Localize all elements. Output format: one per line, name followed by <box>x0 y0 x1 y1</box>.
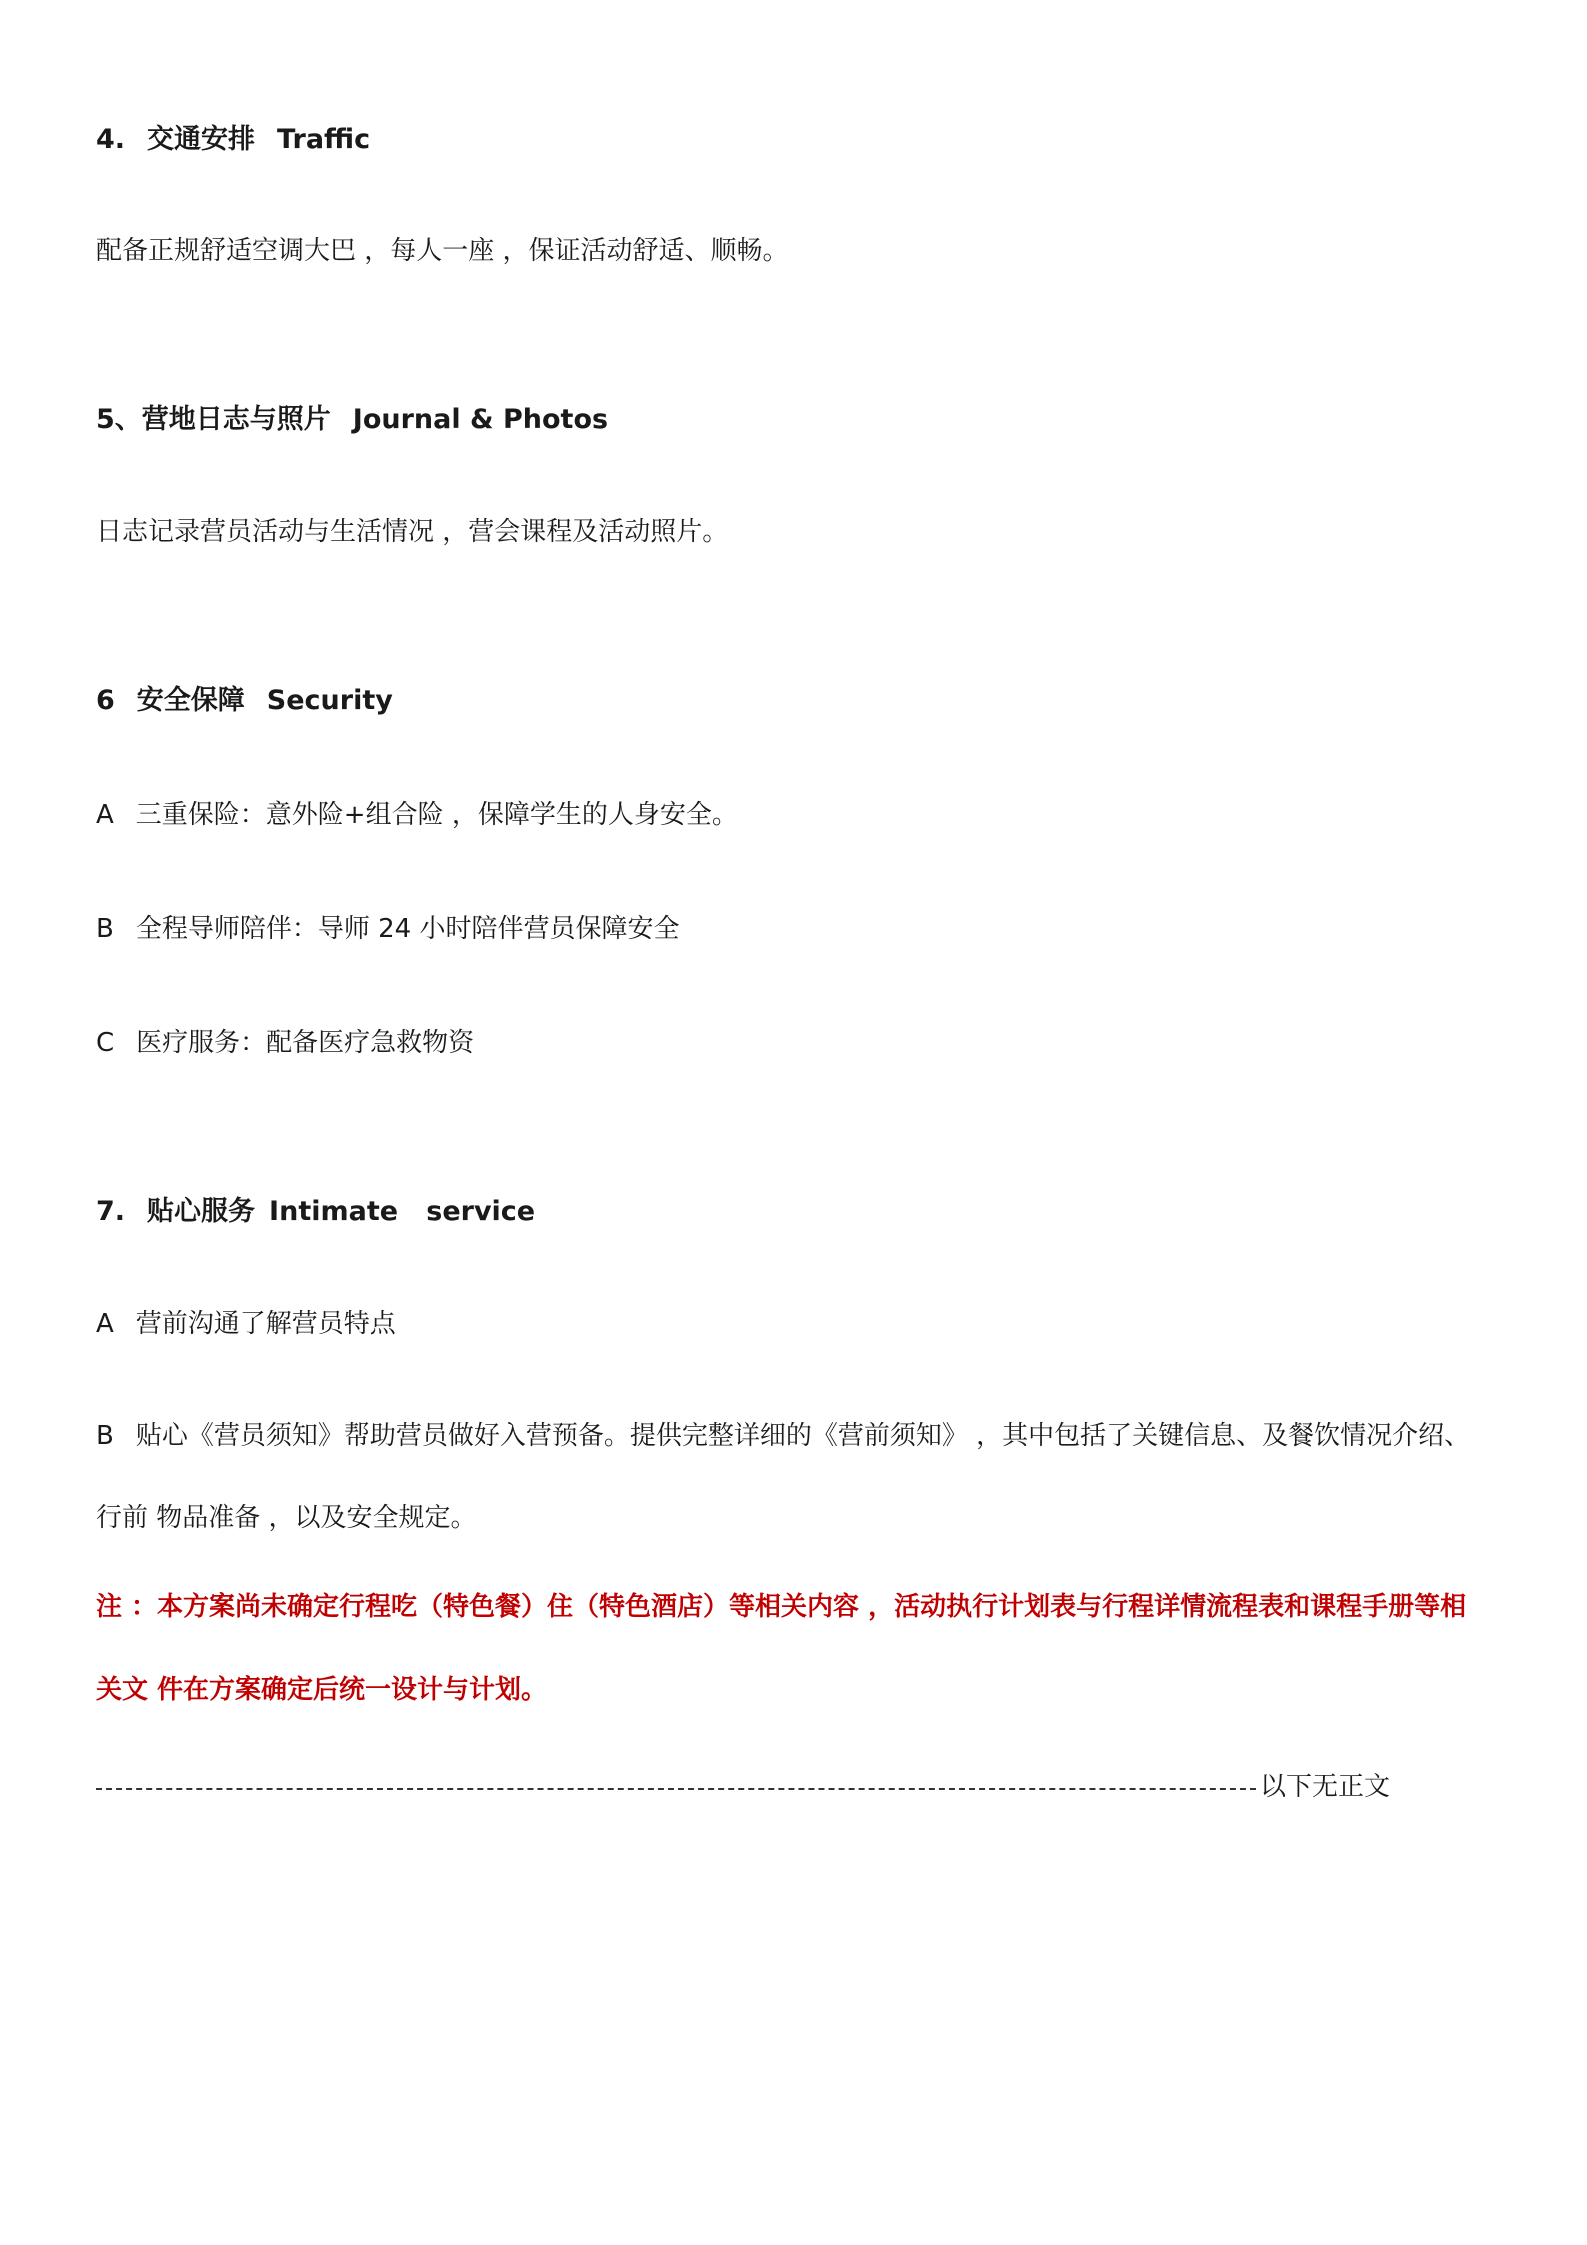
item-letter: B <box>96 914 114 944</box>
section-traffic-heading <box>96 123 370 157</box>
note-line-2: 关文 件在方案确定后统一设计与计划。 <box>96 1675 548 1705</box>
service-item <box>96 1419 1470 1453</box>
section-title-cn: 营地日志与照片 <box>141 404 331 435</box>
item-text: 三重保险：意外险+组合险 ，保障学生的人身安全。 <box>135 800 738 830</box>
end-marker-text: 以下无正文 <box>1260 1772 1391 1802</box>
section-title-en: Intimate service <box>269 1196 536 1227</box>
section-title-en: Security <box>266 685 393 716</box>
security-item <box>96 912 679 946</box>
section-title-cn: 安全保障 <box>136 685 245 716</box>
item-letter: A <box>96 800 114 830</box>
item-letter: C <box>96 1028 115 1058</box>
section-number: 4. <box>96 124 126 155</box>
section-number: 5、 <box>96 404 142 435</box>
security-item <box>96 1026 474 1060</box>
item-text: 医疗服务：配备医疗急救物资 <box>136 1028 475 1058</box>
section-title-cn: 交通安排 <box>147 124 256 155</box>
section-security-heading <box>96 684 393 718</box>
section-title-en: Traffic <box>277 124 371 155</box>
section-title-en: Journal & Photos <box>352 404 609 435</box>
item-letter: B <box>96 1421 114 1451</box>
section-number: 7. <box>96 1196 126 1227</box>
journal-body: 日志记录营员活动与生活情况 ，营会课程及活动照片。 <box>96 517 729 547</box>
service-item <box>96 1307 396 1341</box>
security-item <box>96 798 738 832</box>
item-letter: A <box>96 1309 114 1339</box>
item-text: 营前沟通了解营员特点 <box>135 1309 396 1339</box>
item-text: 贴心《营员须知》帮助营员做好入营预备。提供完整详细的《营前须知》 ，其中包括了关键信息、及餐饮情况介绍、 <box>135 1421 1471 1451</box>
item-text: 全程导师陪伴：导师 24 小时陪伴营员保障安全 <box>135 914 680 944</box>
end-of-text-divider <box>96 1770 1396 1804</box>
service-continuation: 行前 物品准备 ，以及安全规定。 <box>96 1503 477 1533</box>
traffic-body: 配备正规舒适空调大巴 ，每人一座 ，保证活动舒适、顺畅。 <box>96 236 789 266</box>
section-journal-heading <box>96 403 608 437</box>
section-title-cn: 贴心服务 <box>147 1196 256 1227</box>
dashed-rule <box>96 1788 1256 1790</box>
section-number: 6 <box>96 685 115 716</box>
note-line-1: 注 ：本方案尚未确定行程吃（特色餐）住（特色酒店）等相关内容 ，活动执行计划表与行程详情流程表和课程手册等相 <box>96 1592 1467 1622</box>
section-service-heading <box>96 1195 535 1229</box>
